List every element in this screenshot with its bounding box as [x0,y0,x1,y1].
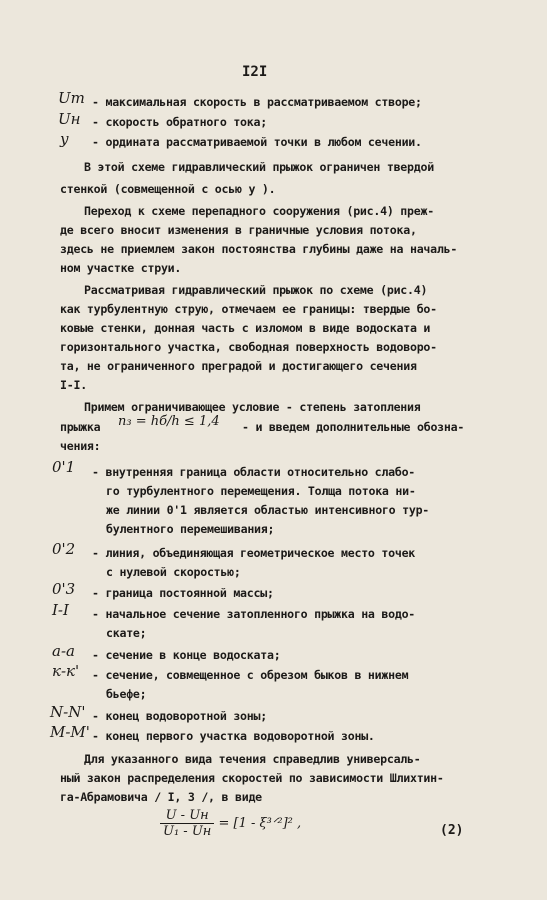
paragraph-line: I-I. [60,378,87,392]
formula-numerator: U - Uн [160,808,214,824]
symbol-01: 0'1 [52,458,76,476]
symbol-un: Uн [58,110,81,128]
paragraph-line: Примем ограничивающее условие - степень затопления [84,400,421,414]
formula-fraction [160,808,214,839]
paragraph-line: здесь не приемлем закон постоянства глубины даже на началь- [60,242,458,256]
paragraph-line: ном участке струи. [60,261,182,275]
formula-denominator: U₁ - Uн [163,824,212,839]
paragraph-line: - и введем дополнительные обозна- [242,420,465,434]
paragraph-line: Для указанного вида течения справедлив универсаль- [84,752,421,766]
symbol-k-k: к-к' [52,662,80,680]
equation-number: (2) [440,823,464,838]
definition-line: - внутренняя граница области относительно слабо- [92,465,416,479]
symbol-i-i: I-I [52,601,69,619]
definition-line: же линии 0'1 является областью интенсивного тур- [106,503,430,517]
symbol-y: y [60,130,69,148]
definition-line: - граница постоянной массы; [92,586,274,600]
definition-line: - начальное сечение затопленного прыжка на водо- [92,607,416,621]
definition-line: булентного перемешивания; [106,522,275,536]
definition-line: - конец водоворотной зоны; [92,709,267,723]
paragraph-line: та, не ограниченного преградой и достигающего сечения [60,359,417,373]
paragraph-line: Переход к схеме перепадного сооружения (рис.4) преж- [84,204,434,218]
paragraph-line: В этой схеме гидравлический прыжок ограничен твердой [84,160,434,174]
page-number: I2I [242,64,268,80]
symbol-um: Um [58,89,85,107]
definition-y: - ордината рассматриваемой точки в любом сечении. [92,135,422,149]
definition-line: с нулевой скоростью; [106,565,241,579]
definition-line: - линия, объединяющая геометрическое место точек [92,546,416,560]
definition-line: бьефе; [106,687,147,701]
definition-line: - сечение, совмещенное с обрезом быков в нижнем [92,668,409,682]
formula-rhs: = [1 - ξ³ᐟ²]² [218,816,293,831]
symbol-02: 0'2 [52,540,76,558]
paragraph-line: Рассматривая гидравлический прыжок по схеме (рис.4) [84,283,428,297]
definition-line: скате; [106,626,147,640]
paragraph-line: чения: [60,439,101,453]
definition-line: - конец первого участка водоворотной зоны. [92,729,375,743]
paragraph-line: ный закон распределения скоростей по зависимости Шлихтин- [60,771,444,785]
definition-line: - сечение в конце водоската; [92,648,281,662]
symbol-n-n: N-N' [50,703,86,721]
symbol-03: 0'3 [52,580,76,598]
paragraph-line: де всего вносит изменения в граничные условия потока, [60,223,417,237]
paragraph-line: ковые стенки, донная часть с изломом в виде водоската и [60,321,431,335]
definition-line: го турбулентного перемещения. Толща потока ни- [106,484,416,498]
paragraph-line: прыжка [60,420,101,434]
paragraph-line: горизонтального участка, свободная поверхность водоворо- [60,340,437,354]
definition-un: - скорость обратного тока; [92,115,267,129]
definition-um: - максимальная скорость в рассматриваемом створе; [92,95,422,109]
velocity-formula [160,808,301,839]
paragraph-line: га-Абрамовича / I, 3 /, в виде [60,790,262,804]
formula-tail: , [297,816,302,831]
symbol-a-a: a-a [52,642,75,660]
paragraph-line: стенкой (совмещенной с осью y ). [60,182,276,196]
flooding-ratio-formula: n₃ = hб/h ≤ 1,4 [118,414,220,429]
symbol-m-m: M-M' [50,723,90,741]
paragraph-line: как турбулентную струю, отмечаем ее границы: твердые бо- [60,302,437,316]
